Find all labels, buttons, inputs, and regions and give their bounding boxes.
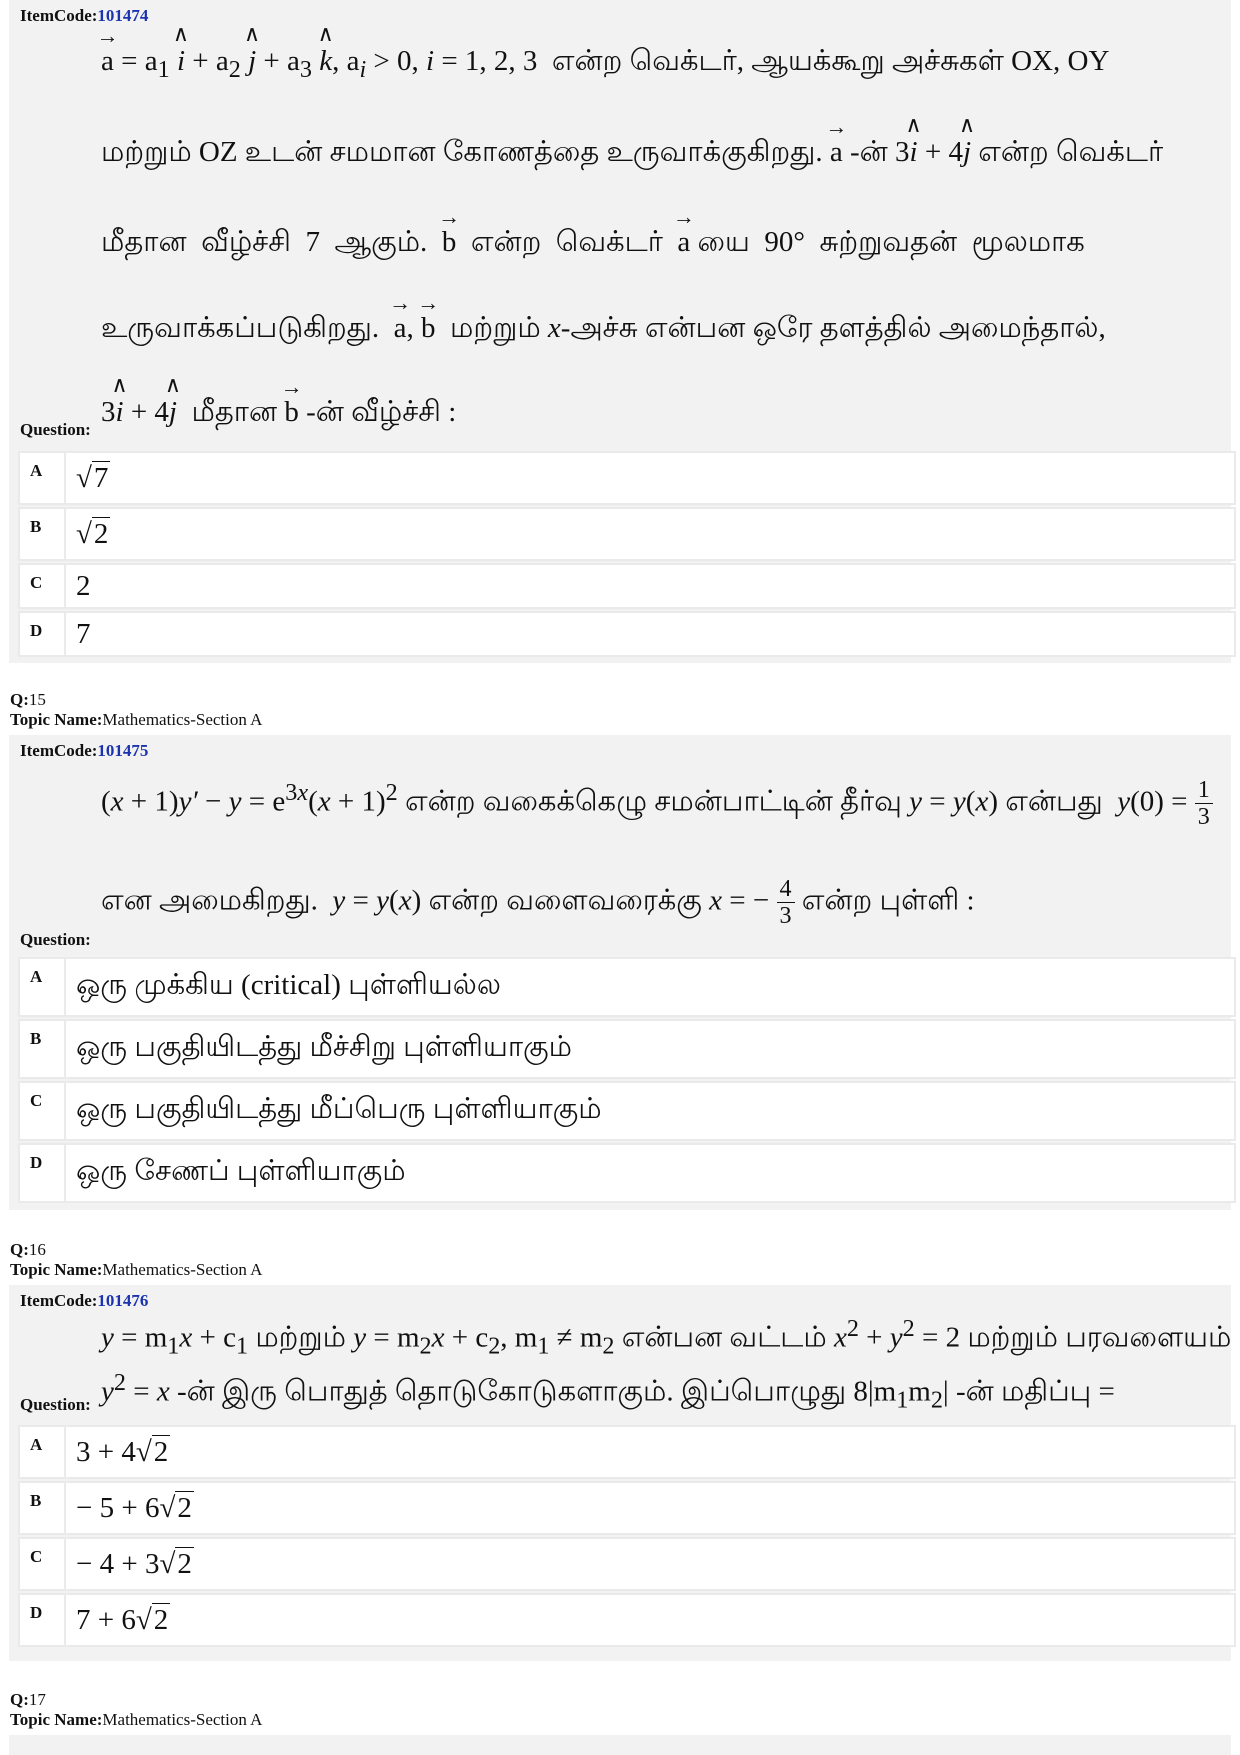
option-letter: A (30, 967, 43, 986)
question-card-next (9, 1735, 1231, 1755)
option-letter: B (30, 517, 42, 536)
question-card-101476 (9, 1285, 1231, 1661)
stem-line-1: $(x + 1)y' - y = e^{3x}(x + 1)^2$ என்ற வகைக்கெழு சமன்பாட்டின் தீர்வு y = y(x) என்பது y(0) = $\frac{1}{3}$ (101, 777, 1213, 831)
stem-line-3: மீதான வீழ்ச்சி 7 ஆகும். → b என்ற வெக்டர் → a யை 90° சுற்றுவதன் மூலமாக (101, 226, 1085, 262)
option-b[interactable]: B − 5 + 6 √ 2 (18, 1481, 1236, 1535)
stem-line-2: மற்றும் OZ உடன் சமமான கோணத்தை உருவாக்குகிறது. → a -ன் 3∧ i + 4∧ j என்ற வெக்டர் (101, 136, 1163, 172)
option-text: ஒரு பகுதியிடத்து மீச்சிறு புள்ளியாகும் (64, 1021, 572, 1077)
option-letter: C (30, 1091, 43, 1110)
option-d[interactable]: D 7 + 6 √ 2 (18, 1593, 1236, 1647)
option-b[interactable]: B √ 2 (18, 507, 1236, 561)
option-letter: C (30, 1547, 43, 1566)
stem-line-2: $y^2 = x$ -ன் இரு பொதுத் தொடுகோடுகளாகும். இப்பொழுது $8|m_1m_2|$ -ன் மதிப்பு = (101, 1369, 1115, 1414)
option-text: 7 (93, 462, 109, 494)
question-card-101475 (9, 735, 1231, 1210)
question-number: Q:16 (10, 1240, 46, 1259)
item-code: ItemCode:101474 (20, 6, 149, 25)
option-text: 2 (64, 565, 91, 607)
option-letter: C (30, 573, 43, 592)
question-number: Q:17 (10, 1690, 46, 1709)
stem-line-1: $y = m_1x + c_1$ மற்றும் $y = m_2x + c_2$, $m_1 \ne m_2$ என்பன வட்டம் $x^2 + y^2 = 2$ மற்றும் பரவளையம் (101, 1315, 1232, 1360)
option-text: 3 + 4 (76, 1435, 136, 1468)
option-letter: A (30, 1435, 43, 1454)
option-a[interactable] (18, 957, 1236, 1017)
item-code: ItemCode:101476 (20, 1291, 149, 1310)
question-label: Question: (20, 1395, 91, 1414)
option-letter: D (30, 621, 43, 640)
topic-name: Topic Name:Mathematics-Section A (10, 1260, 263, 1279)
stem-line-2: என அமைகிறது. y = y(x) என்ற வளைவரைக்கு x = − $\frac{4}{3}$ என்ற புள்ளி : (101, 876, 975, 930)
option-b[interactable] (18, 1019, 1236, 1079)
option-c[interactable] (18, 1081, 1236, 1141)
stem-line-4: உருவாக்கப்படுகிறது. → a, → b மற்றும் x-அச்சு என்பன ஒரே தளத்தில் அமைந்தால், (101, 312, 1106, 348)
question-label: Question: (20, 420, 91, 439)
item-code: ItemCode:101475 (20, 741, 149, 760)
option-text: 7 + 6 (76, 1603, 136, 1636)
question-label: Question: (20, 930, 91, 949)
option-text: − 5 + 6 (76, 1491, 160, 1524)
option-text: 7 (64, 613, 91, 655)
option-text: ஒரு முக்கிய (critical) புள்ளியல்ல (64, 959, 501, 1015)
question-number: Q:15 (10, 690, 46, 709)
option-a[interactable]: A √ 7 (18, 451, 1236, 505)
option-letter: D (30, 1153, 43, 1172)
option-text: − 4 + 3 (76, 1547, 160, 1580)
option-c[interactable]: C − 4 + 3 √ 2 (18, 1537, 1236, 1591)
topic-name: Topic Name:Mathematics-Section A (10, 1710, 263, 1729)
option-letter: A (30, 461, 43, 480)
option-c[interactable] (18, 563, 1236, 609)
option-text: 2 (93, 518, 109, 550)
option-text: ஒரு சேணப் புள்ளியாகும் (64, 1145, 406, 1201)
option-letter: D (30, 1603, 43, 1622)
question-card-101474 (9, 0, 1231, 663)
option-letter: B (30, 1491, 42, 1510)
stem-line-1: → $a = a_1$ ∧ $i + a_2$ ∧ $j + a_3$ ∧ k, $a_i > 0$, i = 1, 2, 3 என்ற வெக்டர், ஆயக்கூறு அச்சுகள் OX, OY (101, 45, 1109, 84)
topic-name: Topic Name:Mathematics-Section A (10, 710, 263, 729)
option-d[interactable] (18, 611, 1236, 657)
option-d[interactable] (18, 1143, 1236, 1203)
option-a[interactable]: A 3 + 4 √ 2 (18, 1425, 1236, 1479)
option-letter: B (30, 1029, 42, 1048)
option-text: ஒரு பகுதியிடத்து மீப்பெரு புள்ளியாகும் (64, 1083, 602, 1139)
stem-line-5: 3∧ i + 4∧ j மீதான → b -ன் வீழ்ச்சி : (101, 396, 456, 432)
